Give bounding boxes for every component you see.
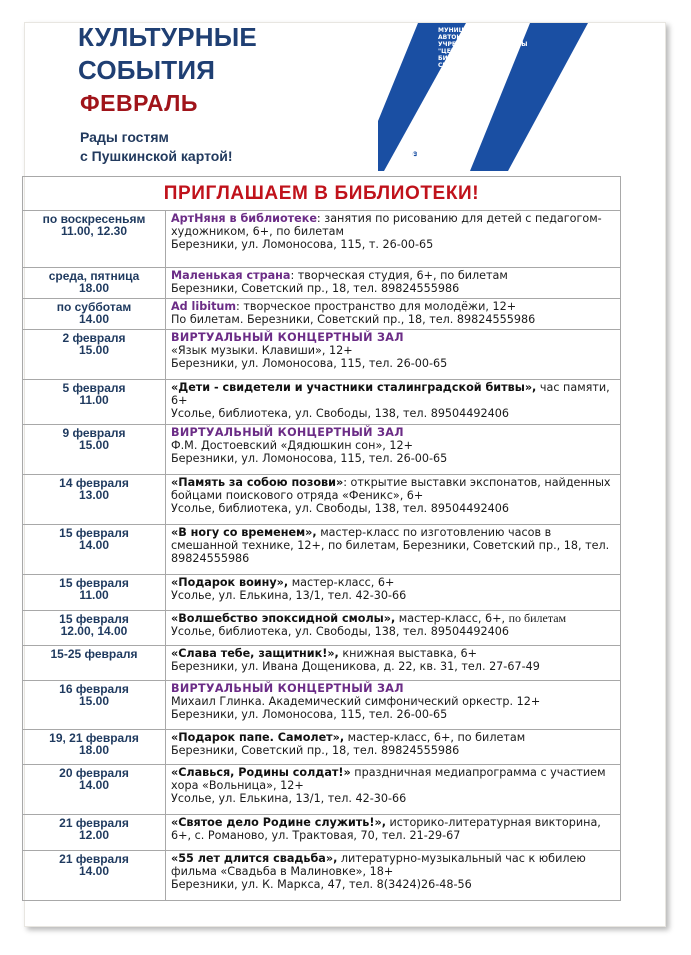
- event-time: 13.00: [78, 488, 110, 502]
- event-time: 15.00: [78, 694, 110, 708]
- event-time: 14.00: [78, 864, 110, 878]
- event-date: [23, 380, 166, 424]
- event-time: 15.00: [78, 343, 110, 357]
- event-date-line: по воскресеньям: [42, 212, 146, 226]
- event-time: 11.00: [79, 588, 109, 602]
- event-details: мастер-класс по изготовлению часов в смешанной технике, 12+, по билетам, Березники, Советский пр., 18, тел. 89824555986: [171, 526, 610, 566]
- event-time: 11.00, 12.30: [60, 224, 128, 238]
- event-name: АртНяня в библиотеке: [171, 212, 317, 225]
- event-place: Березники, ул. Ломоносова, 115, тел. 26-00-65: [171, 452, 448, 466]
- event-date-line: 21 февраля: [59, 852, 129, 866]
- logo-quill-icon: [418, 104, 478, 141]
- event-description: [166, 681, 620, 729]
- table-row: [23, 815, 620, 851]
- event-ticket-note: по билетам: [508, 611, 567, 625]
- event-date: [23, 425, 166, 474]
- event-place: Усолье, библиотека, ул. Свободы, 138, тел. 89504492406: [171, 407, 509, 421]
- table-heading: ПРИГЛАШАЕМ В БИБЛИОТЕКИ!: [23, 177, 620, 211]
- event-date: [23, 299, 166, 329]
- event-details: мастер-класс, 6+,: [395, 612, 509, 625]
- event-date-line: 9 февраля: [62, 426, 126, 440]
- event-date-line: 20 февраля: [59, 766, 129, 780]
- event-date: [23, 646, 166, 680]
- table-row: [23, 425, 620, 475]
- logo-city-text: г. БЕРЕЗНИКИ: [400, 152, 449, 159]
- event-date-line: 2 февраля: [62, 331, 126, 345]
- virtual-hall-heading: ВИРТУАЛЬНЫЙ КОНЦЕРТНЫЙ ЗАЛ: [171, 331, 404, 344]
- event-place: Усолье, ул. Елькина, 13/1, тел. 42-30-66: [171, 792, 407, 806]
- event-name: «55 лет длится свадьба»,: [171, 852, 338, 865]
- event-date: [23, 765, 166, 814]
- event-description: [166, 268, 620, 298]
- welcome-line-1: Рады гостям: [80, 129, 169, 145]
- event-details: : творческое пространство для молодёжи, 12+: [236, 300, 517, 313]
- event-date-line: 19, 21 февраля: [49, 731, 139, 745]
- event-place: Березники, Советский пр., 18, тел. 89824555986: [171, 744, 460, 758]
- event-date: [23, 851, 166, 900]
- event-date: [23, 730, 166, 764]
- table-row: [23, 525, 620, 575]
- event-name: «Дети - свидетели и участники сталинградской битвы»,: [171, 381, 537, 394]
- event-date-line: 14 февраля: [59, 476, 129, 490]
- event-date-line: 15 февраля: [59, 576, 129, 590]
- table-row: [23, 475, 620, 525]
- event-description: [166, 425, 620, 474]
- event-name: «Славься, Родины солдат!»: [171, 766, 351, 779]
- event-time: 12.00: [78, 828, 110, 842]
- event-date-line: 15 февраля: [59, 612, 129, 626]
- event-name: «Волшебство эпоксидной смолы»,: [171, 612, 396, 625]
- event-date: [23, 525, 166, 574]
- event-description: [166, 475, 620, 524]
- welcome-line-2: с Пушкинской картой!: [80, 148, 233, 164]
- event-description: [166, 380, 620, 424]
- event-place: Березники, ул. К. Маркса, 47, тел. 8(3424)26-48-56: [171, 878, 472, 892]
- event-place: Березники, Советский пр., 18, тел. 89824555986: [171, 282, 460, 296]
- event-date: [23, 475, 166, 524]
- table-row: [23, 611, 620, 646]
- event-date-line: среда, пятница: [48, 269, 140, 283]
- event-details: историко-литературная викторина, 6+, с. Романово, ул. Трактовая, 70, тел. 21-29-67: [171, 816, 601, 843]
- table-row: [23, 851, 620, 900]
- event-details: : творческая студия, 6+, по билетам: [290, 269, 508, 282]
- virtual-hall-heading: ВИРТУАЛЬНЫЙ КОНЦЕРТНЫЙ ЗАЛ: [171, 426, 404, 439]
- event-place: Усолье, библиотека, ул. Свободы, 138, тел. 89504492406: [171, 625, 509, 639]
- event-time: 18.00: [78, 743, 110, 757]
- event-description: [166, 851, 620, 900]
- event-date-line: по субботам: [56, 300, 132, 314]
- event-date: [23, 268, 166, 298]
- event-time: 14.00: [78, 312, 110, 326]
- event-details: литературно-музыкальный час к юбилею фильма «Свадьба в Малиновке», 18+: [171, 852, 586, 879]
- event-date-line: 15 февраля: [59, 526, 129, 540]
- table-row: [23, 730, 620, 765]
- event-time: 15.00: [78, 438, 110, 452]
- event-date: [23, 815, 166, 850]
- event-description: [166, 765, 620, 814]
- table-row: [23, 681, 620, 730]
- event-date: [23, 611, 166, 645]
- event-date-line: 5 февраля: [62, 381, 126, 395]
- event-date-line: 16 февраля: [59, 682, 129, 696]
- event-name: «Подарок воину»,: [171, 576, 289, 589]
- event-time: 14.00: [78, 778, 110, 792]
- event-description: [166, 611, 620, 645]
- event-details: мастер-класс, 6+, по билетам: [344, 731, 526, 744]
- event-details: Ф.М. Достоевский «Дядюшкин сон», 12+: [171, 439, 414, 453]
- event-name: Ad libitum: [171, 300, 237, 313]
- event-details: «Язык музыки. Клавиши», 12+: [171, 344, 353, 358]
- event-place: По билетам. Березники, Советский пр., 18, тел. 89824555986: [171, 313, 536, 327]
- event-name: «Подарок папе. Самолет»,: [171, 731, 345, 744]
- event-description: [166, 299, 620, 329]
- event-name: «Слава тебе, защитник!»,: [171, 647, 339, 660]
- event-place: Усолье, библиотека, ул. Свободы, 138, тел. 89504492406: [171, 502, 509, 516]
- event-time: 14.00: [78, 538, 110, 552]
- virtual-hall-heading: ВИРТУАЛЬНЫЙ КОНЦЕРТНЫЙ ЗАЛ: [171, 682, 404, 695]
- event-description: [166, 575, 620, 610]
- table-row: [23, 268, 620, 299]
- event-name: «Святое дело Родине служить!»,: [171, 816, 386, 829]
- event-name: «Память за собою позови»: [171, 476, 344, 489]
- event-description: [166, 330, 620, 379]
- event-details: час памяти, 6+: [171, 381, 610, 408]
- event-date-line: 15-25 февраля: [50, 647, 138, 661]
- event-description: [166, 730, 620, 764]
- event-details: праздничная медиапрограмма с участием хора «Вольница», 12+: [171, 766, 606, 793]
- event-date: [23, 330, 166, 379]
- event-time: 12.00, 14.00: [60, 624, 128, 638]
- event-description: [166, 211, 620, 267]
- event-date-line: 21 февраля: [59, 816, 129, 830]
- table-row: [23, 211, 620, 268]
- event-details: : занятия по рисованию для детей с педагогом-художником, 6+, по билетам: [171, 212, 602, 239]
- event-place: Березники, ул. Ломоносова, 115, тел. 26-00-65: [171, 357, 448, 371]
- event-name: Маленькая страна: [171, 269, 291, 282]
- month-title: ФЕВРАЛЬ: [80, 90, 198, 116]
- event-details: книжная выставка, 6+: [338, 647, 478, 660]
- table-row: [23, 380, 620, 425]
- title-line-2: СОБЫТИЯ: [78, 55, 216, 85]
- logo-org-text: МУНИЦИПАЛЬНОЕ АВТОНОМНОЕ УЧРЕЖДЕНИЕ КУЛЬТУРЫ "ЦЕНТРАЛИЗОВАННАЯ БИБЛИОТЕЧНАЯ СИСТЕМА": [438, 27, 528, 69]
- event-description: [166, 646, 620, 680]
- event-date: [23, 211, 166, 267]
- event-name: «В ногу со временем»,: [171, 526, 317, 539]
- table-row: [23, 330, 620, 380]
- event-time: 18.00: [78, 281, 110, 295]
- event-date: [23, 681, 166, 729]
- table-row: [23, 646, 620, 681]
- table-row: [23, 575, 620, 611]
- events-table: [22, 176, 621, 901]
- event-details: : открытие выставки экспонатов, найденных бойцами поискового отряда «Феникс», 6+: [171, 476, 611, 503]
- event-date: [23, 575, 166, 610]
- event-place: Березники, ул. Ломоносова, 115, т. 26-00-65: [171, 238, 434, 252]
- event-details: Михаил Глинка. Академический симфонический оркестр. 12+: [171, 695, 541, 709]
- welcome-text: [80, 128, 233, 166]
- event-time: 11.00: [79, 393, 109, 407]
- event-place: Березники, ул. Ломоносова, 115, тел. 26-00-65: [171, 708, 448, 722]
- event-description: [166, 815, 620, 850]
- table-row: [23, 765, 620, 815]
- event-details: мастер-класс, 6+: [288, 576, 395, 589]
- event-place: Березники, ул. Ивана Дощеникова, д. 22, кв. 31, тел. 27-67-49: [171, 660, 540, 674]
- table-row: [23, 299, 620, 330]
- event-place: Усолье, ул. Елькина, 13/1, тел. 42-30-66: [171, 589, 407, 603]
- title-line-1: КУЛЬТУРНЫЕ: [78, 22, 257, 52]
- event-description: [166, 525, 620, 574]
